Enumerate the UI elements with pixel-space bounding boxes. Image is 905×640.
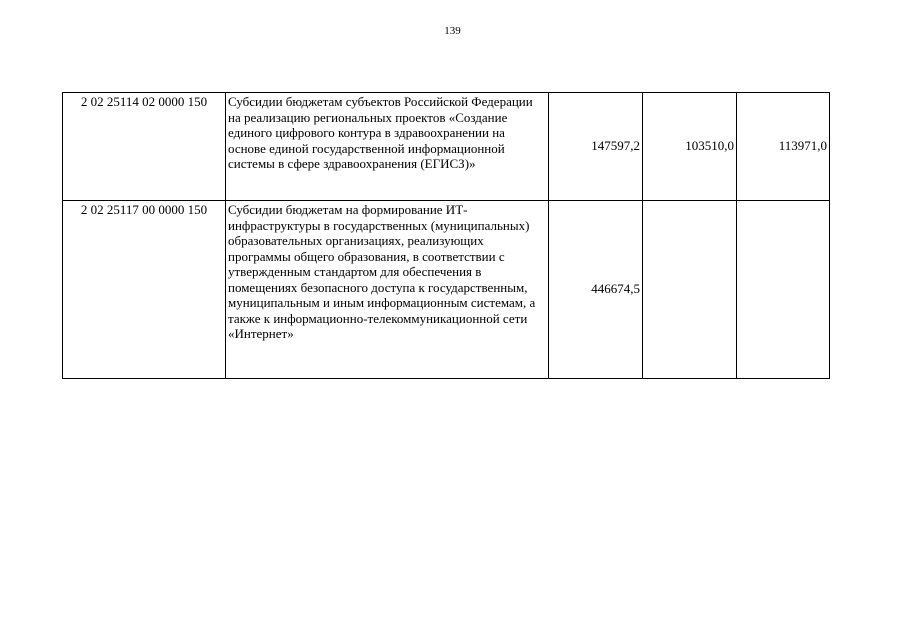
table-row <box>63 201 830 379</box>
amount-year3-cell <box>737 201 830 379</box>
amount-year1-cell: 147597,2 <box>549 93 643 201</box>
revenue-name-cell: Субсидии бюджетам на формирование ИТ-инфраструктуры в государственных (муниципальных) образовательных организациях, реализующих программы общего образования, в соответствии с утвержденным стандартом для обеспечения в помещениях безопасного доступа к государственным, муниципальным и иным информационным системам, а также к информационно-телекоммуникационной сети «Интернет» <box>226 201 549 379</box>
budget-code-cell: 2 02 25117 00 0000 150 <box>63 201 226 379</box>
amount-year1-cell: 446674,5 <box>549 201 643 379</box>
budget-code-cell: 2 02 25114 02 0000 150 <box>63 93 226 201</box>
revenue-name-cell: Субсидии бюджетам субъектов Российской Федерации на реализацию региональных проектов «Создание единого цифрового контура в здравоохранении на основе единой государственной информационной системы в сфере здравоохранения (ЕГИСЗ)» <box>226 93 549 201</box>
amount-year2-cell <box>643 201 737 379</box>
table-row <box>63 93 830 201</box>
budget-revenue-table <box>62 92 830 379</box>
amount-year2-cell: 103510,0 <box>643 93 737 201</box>
page-number: 139 <box>444 25 461 37</box>
amount-year3-cell: 113971,0 <box>737 93 830 201</box>
